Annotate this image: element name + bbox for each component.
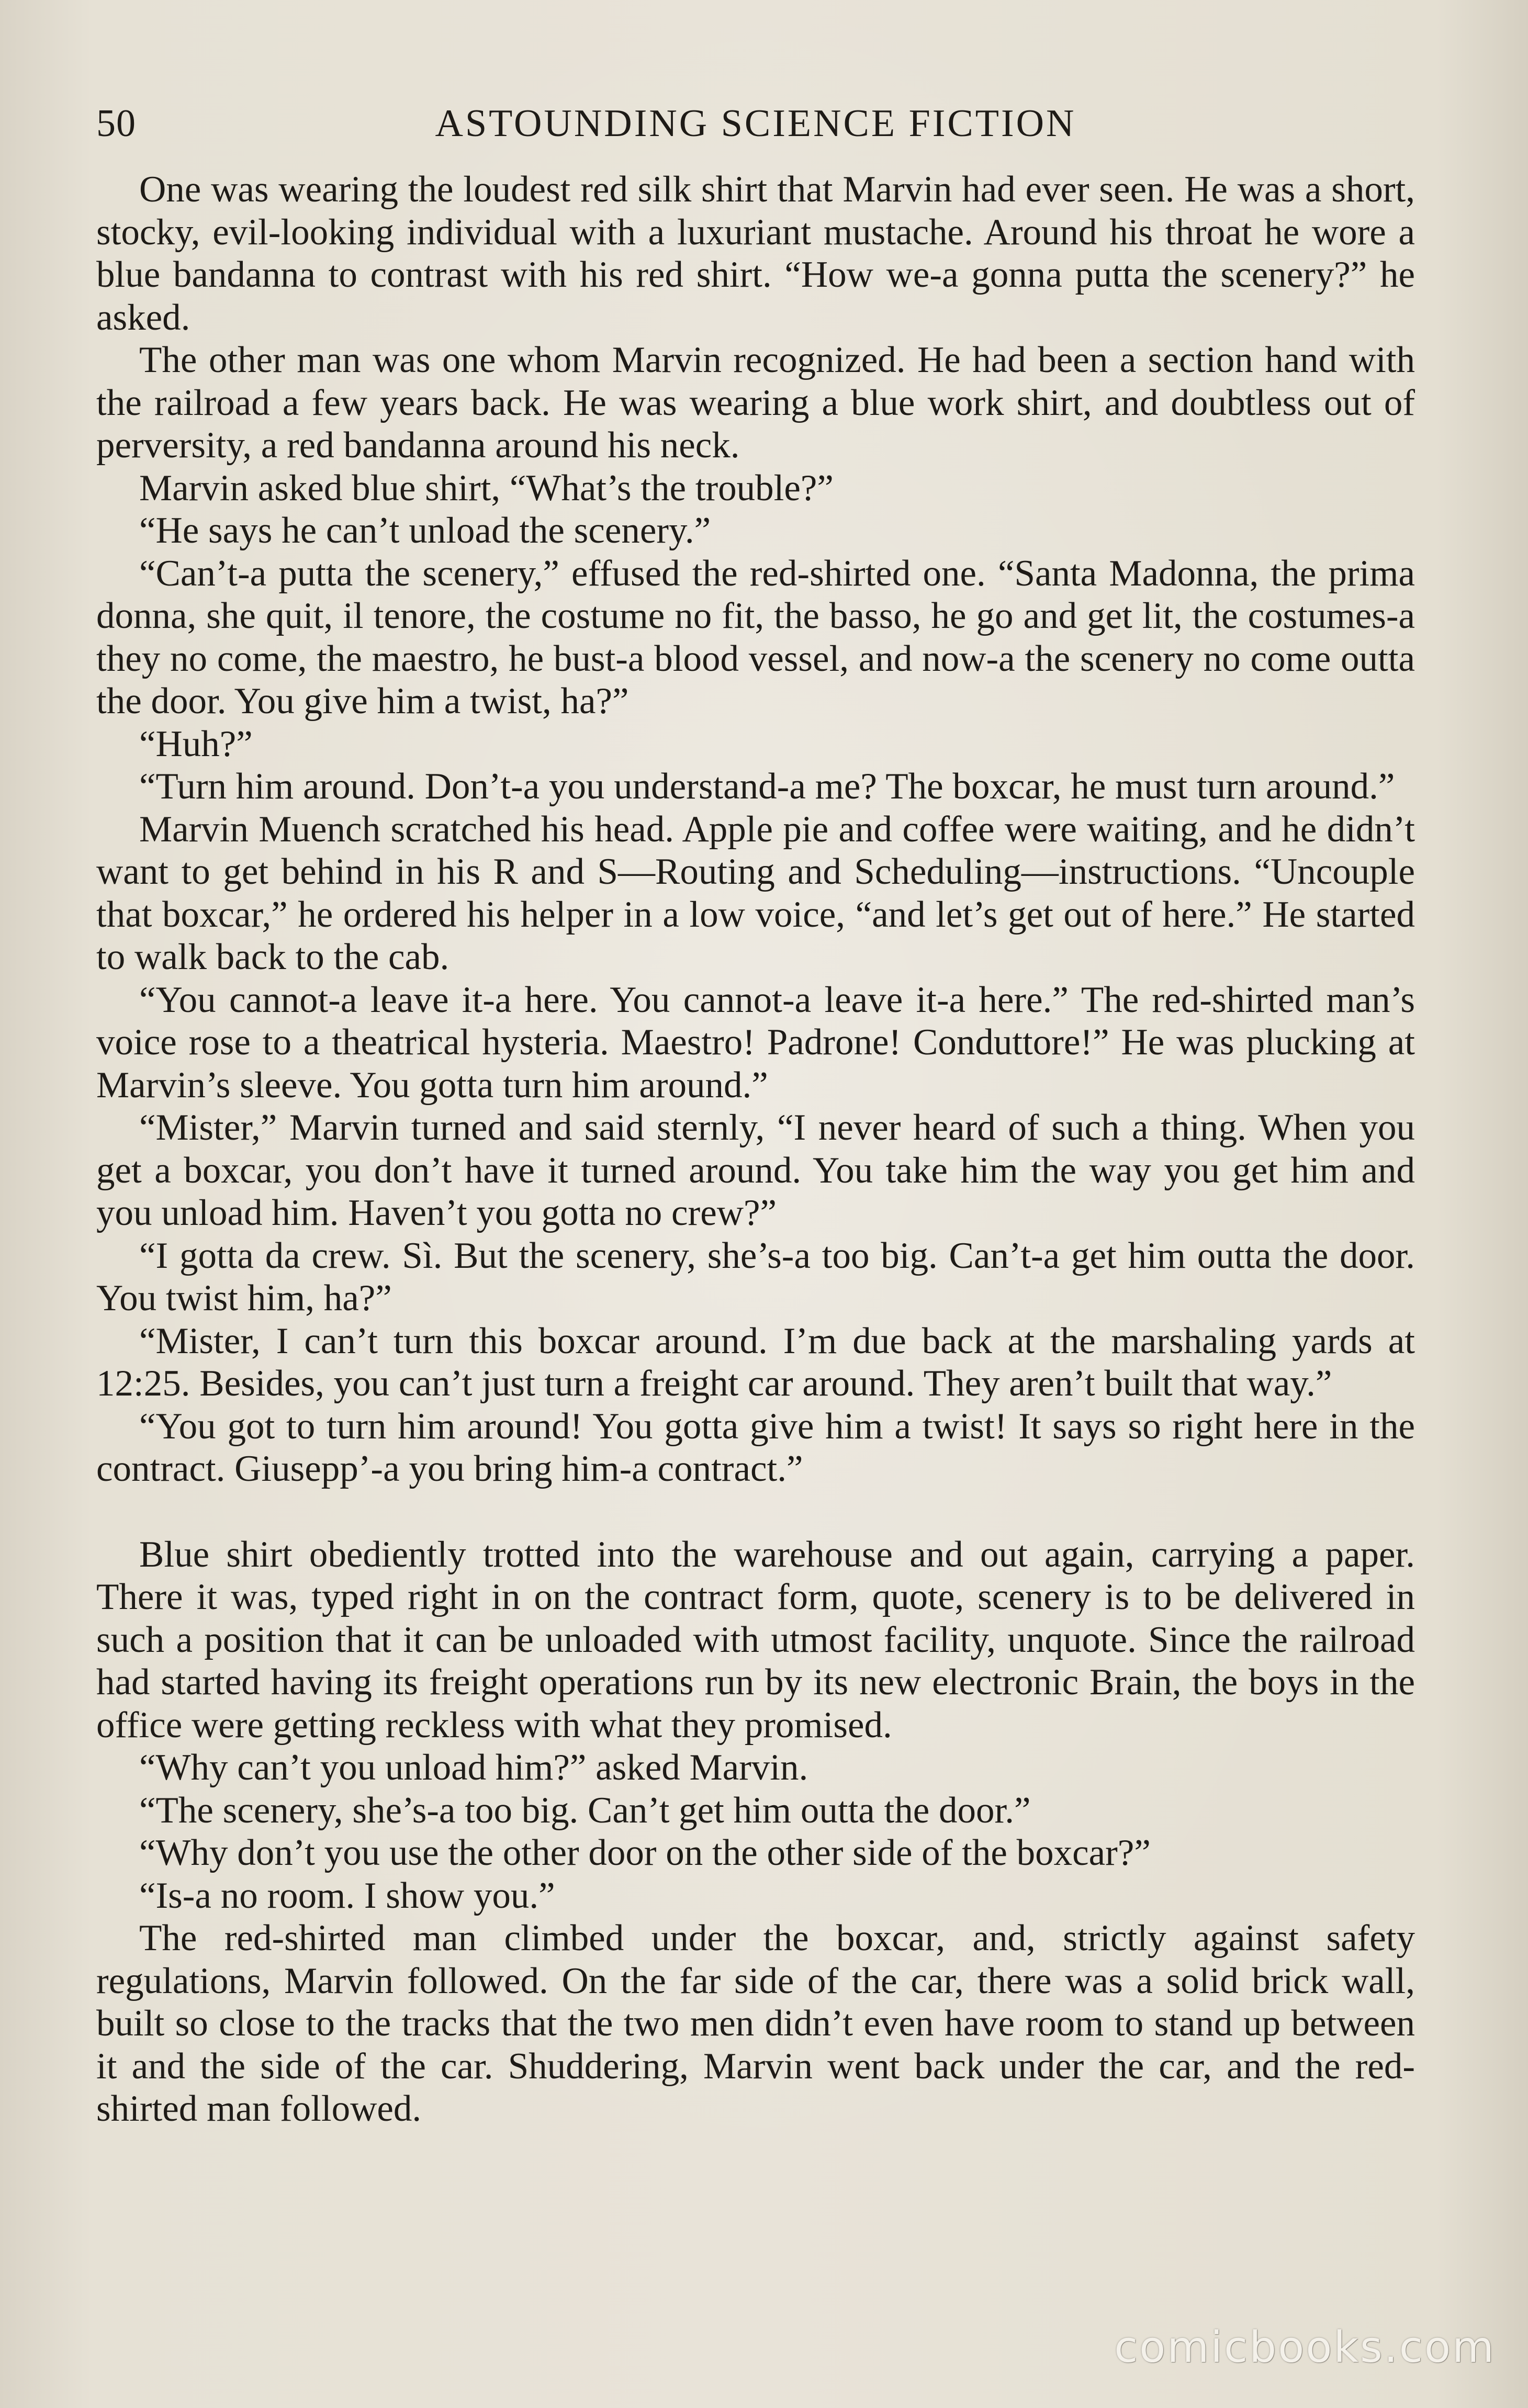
paragraph: “You got to turn him around! You gotta give him a twist! It says so right here in the contract. Giusepp’-a you bring him-a contract.” <box>96 1405 1415 1489</box>
paragraph: “Why don’t you use the other door on the other side of the boxcar?” <box>139 1832 1151 1873</box>
paragraph: “Mister, I can’t turn this boxcar around. I’m due back at the marshaling yards at 12:25. Besides, you can’t just turn a freight car around. They aren’t built that way.” <box>96 1320 1415 1404</box>
paragraph: “Turn him around. Don’t-a you understand-a me? The boxcar, he must turn around.” <box>139 766 1395 807</box>
watermark: comicbooks.com <box>1114 2323 1496 2372</box>
paragraph: The red-shirted man climbed under the boxcar, and, strictly against safety regulations, Marvin followed. On the far side of the car, there was a solid brick wall, built so close to the tracks that the two men didn’t even have room to stand up between it and the side of the car. Shuddering, Marvin went back under the car, and the red-shirted man followed. <box>96 1918 1415 2129</box>
running-title: ASTOUNDING SCIENCE FICTION <box>435 102 1076 145</box>
paragraph: “Mister,” Marvin turned and said sternly, “I never heard of such a thing. When you get a boxcar, you don’t have it turned around. You take him the way you get him and you unload him. Haven’t you gotta no crew?” <box>96 1107 1415 1233</box>
paragraph: “Can’t-a putta the scenery,” effused the red-shirted one. “Santa Madonna, the prima donna, she quit, il tenore, the costume no fit, the basso, he go and get lit, the costumes-a they no come, the maestro, he bust-a blood vessel, and now-a the scenery no come outta the door. You give him a twist, ha?” <box>96 553 1415 722</box>
paragraph: Blue shirt obediently trotted into the warehouse and out again, carrying a paper. There it was, typed right in on the contract form, quote, scenery is to be delivered in such a position that it can be unloaded with utmost facility, unquote. Since the railroad had started having its freight operations run by its new electronic Brain, the boys in the office were getting reckless with what they promised. <box>96 1534 1415 1746</box>
paragraph: Marvin Muench scratched his head. Apple pie and coffee were waiting, and he didn’t want to get behind in his R and S—Routing and Scheduling—instructions. “Uncouple that boxcar,” he ordered his helper in a low voice, “and let’s get out of here.” He started to walk back to the cab. <box>96 808 1415 977</box>
paragraph: “Is-a no room. I show you.” <box>139 1875 555 1916</box>
paragraph: “The scenery, she’s-a too big. Can’t get him outta the door.” <box>139 1790 1031 1831</box>
paragraph: “Huh?” <box>139 723 253 764</box>
paragraph: Marvin asked blue shirt, “What’s the trouble?” <box>139 467 834 509</box>
body-text <box>96 168 1415 2131</box>
page-header <box>96 97 1415 150</box>
page-number: 50 <box>96 102 136 145</box>
paragraph: The other man was one whom Marvin recognized. He had been a section hand with the railroad a few years back. He was wearing a blue work shirt, and doubtless out of perversity, a red bandanna around his neck. <box>96 340 1415 466</box>
paragraph: “Why can’t you unload him?” asked Marvin. <box>139 1747 808 1788</box>
paragraph: “You cannot-a leave it-a here. You cannot-a leave it-a here.” The red-shirted man’s voice rose to a theatrical hysteria. Maestro! Padrone! Conduttore!” He was plucking at Marvin’s sleeve. You gotta turn him around.” <box>96 979 1415 1106</box>
paragraph: One was wearing the loudest red silk shirt that Marvin had ever seen. He was a short, stocky, evil-looking individual with a luxuriant mustache. Around his throat he wore a blue bandanna to contrast with his red shirt. “How we-a gonna putta the scenery?” he asked. <box>96 169 1415 338</box>
paragraph: “I gotta da crew. Sì. But the scenery, she’s-a too big. Can’t-a get him outta the door. You twist him, ha?” <box>96 1235 1415 1319</box>
paragraph: “He says he can’t unload the scenery.” <box>139 510 711 551</box>
